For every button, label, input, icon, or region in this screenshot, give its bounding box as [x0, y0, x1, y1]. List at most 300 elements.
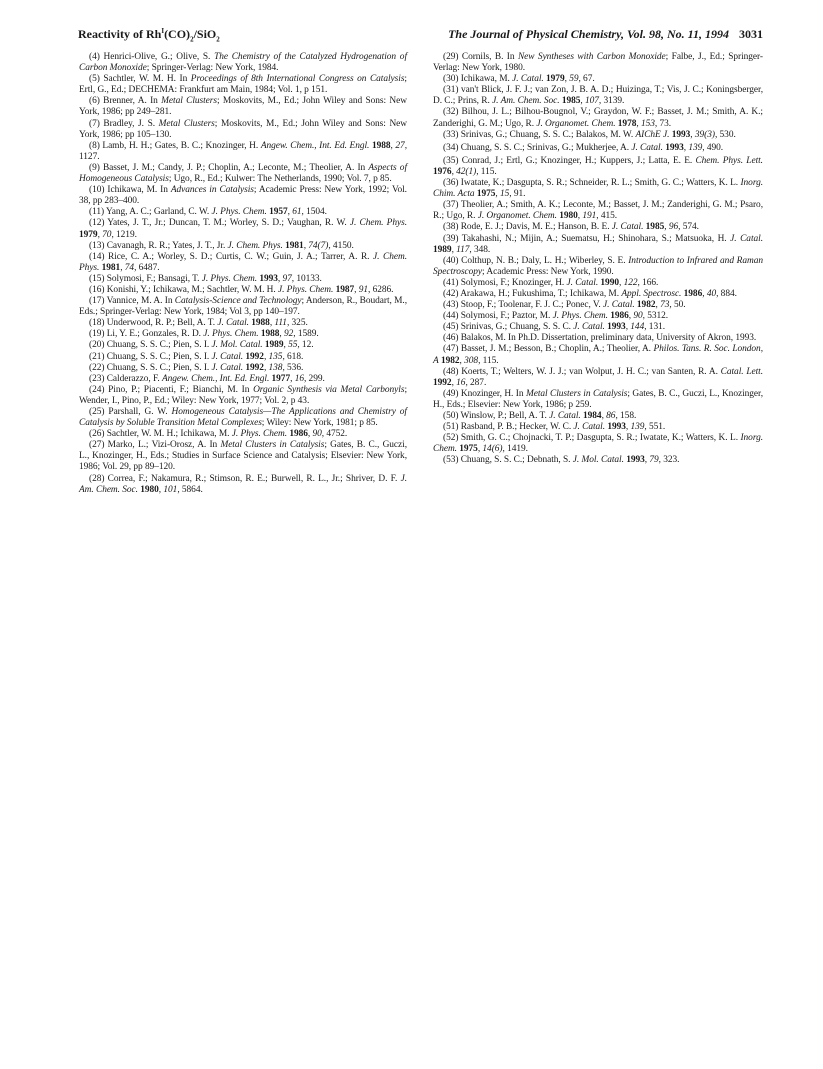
reference-text: ; Gates, B. C., Guczi, L., Knozinger, H., Eds.; Studies in Surface Science and Catalysis; Elsevier: New York, 1986; Vol. 29, pp 89–120. — [79, 440, 408, 473]
reference-entry — [433, 156, 763, 178]
reference-title-italic: 111 — [274, 318, 287, 329]
reference-text: , 10133. — [291, 273, 322, 284]
reference-text: (48) Koerts, T.; Welters, W. J. J.; van Wolput, J. H. C.; van Santen, R. A. — [443, 366, 721, 377]
reference-text: (28) Correa, F.; Nakamura, R.; Stimson, R. E.; Burwell, R. L., Jr.; Shriver, D. F. — [89, 473, 401, 484]
reference-entry — [79, 96, 407, 118]
reference-year-bold: 1993 — [607, 322, 626, 333]
reference-title-italic: J. Phys. Chem. — [203, 329, 259, 340]
reference-year-bold: 1993 — [626, 455, 645, 466]
reference-year-bold: 1988 — [371, 140, 391, 151]
reference-title-italic: Chem. Phys. Lett. — [695, 155, 763, 166]
reference-title-italic: 135 — [268, 351, 283, 362]
reference-text: , — [451, 377, 457, 388]
page-header — [78, 25, 763, 43]
reference-title-italic: Angew. Chem., Int. Ed. Engl. — [260, 140, 370, 151]
reference-title-italic: J. Am. Chem. Soc. — [492, 96, 560, 107]
reference-entry — [433, 143, 763, 154]
reference-title-italic: 90 — [633, 311, 643, 322]
reference-text: , 325. — [286, 318, 308, 329]
reference-title-italic: J. Phys. Chem. — [277, 284, 334, 295]
reference-title-italic: J. Am. Chem. Soc. — [79, 473, 407, 495]
reference-text: (6) Brenner, A. In — [89, 96, 162, 107]
reference-title-italic: J. Phys. Chem. — [231, 429, 288, 440]
reference-text: , — [277, 273, 283, 284]
reference-title-italic: J. Organomet. Chem. — [536, 118, 616, 129]
reference-text: (13) Cavanagh, R. R.; Yates, J. T., Jr. — [89, 240, 228, 251]
reference-text: (22) Chuang, S. S. C.; Pien, S. I. — [89, 362, 212, 373]
reference-year-bold: 1982 — [636, 300, 656, 311]
reference-text: , 618. — [282, 351, 304, 362]
reference-entry — [79, 407, 407, 429]
reference-text: (36) Iwatate, K.; Dasgupta, S. R.; Schneider, R. L.; Smith, G. C.; Watters, K. L. — [443, 178, 741, 189]
reference-title-italic: Metal Clusters in Catalysis — [220, 440, 325, 451]
reference-title-italic: 70 — [102, 229, 112, 240]
reference-title-italic: 16 — [456, 377, 466, 388]
reference-text: , — [459, 355, 465, 366]
reference-title-italic: Introduction to Infrared and Raman Spectroscopy — [433, 255, 763, 277]
reference-entry — [433, 222, 763, 233]
reference-text: , — [290, 373, 295, 384]
reference-title-italic: J. Mol. Catal. — [572, 455, 624, 466]
reference-entry — [79, 163, 407, 185]
reference-title-italic: J. Catal. — [566, 277, 599, 288]
reference-year-bold: 1977 — [271, 373, 291, 384]
reference-text: , 91. — [509, 189, 526, 200]
reference-text: , — [287, 207, 293, 218]
reference-year-bold: 1988 — [260, 329, 280, 340]
reference-entry — [79, 185, 407, 207]
reference-year-bold: 1993 — [665, 142, 684, 153]
reference-text: , — [618, 277, 624, 288]
reference-text: , 6487. — [134, 262, 160, 273]
reference-text: , — [283, 340, 289, 351]
reference-text: (19) Li, Y. E.; Gonzales, R. D. — [89, 329, 204, 340]
reference-entry — [433, 178, 763, 200]
reference-text: (15) Solymosi, F.; Bansagi, T. — [89, 273, 202, 284]
reference-title-italic: Philos. Tans. R. Soc. London, A — [433, 344, 763, 366]
reference-title-italic: J. Mol. Catal. — [211, 340, 263, 351]
reference-entry — [79, 119, 407, 141]
reference-entry — [79, 218, 407, 240]
reference-entry — [433, 234, 763, 256]
reference-year-bold: 1985 — [561, 96, 581, 107]
reference-text: , — [625, 422, 631, 433]
reference-text: (40) Colthup, N. B.; Daly, L. H.; Wiberley, S. E. — [443, 255, 629, 266]
reference-title-italic: 97 — [282, 273, 292, 284]
reference-year-bold: 1957 — [269, 207, 288, 218]
reference-text: , — [577, 211, 583, 222]
reference-title-italic: 79 — [649, 455, 659, 466]
reference-text: , 4752. — [321, 429, 348, 440]
reference-text: , 1589. — [293, 329, 319, 340]
reference-text: , — [158, 484, 164, 495]
reference-year-bold: 1978 — [617, 118, 637, 129]
reference-title-italic: J. Catal. — [549, 411, 581, 421]
reference-text: (49) Knozinger, H. In — [443, 388, 526, 399]
reference-entry — [433, 200, 763, 222]
reference-year-bold: 1975 — [476, 189, 496, 200]
reference-text: , 490. — [702, 142, 724, 153]
reference-text: , — [702, 288, 707, 299]
reference-text: (25) Parshall, G. W. — [89, 407, 172, 417]
reference-text: (23) Calderazzo, F. — [89, 373, 162, 384]
reference-text: (12) Yates, J. T., Jr.; Duncan, T. M.; Worley, S. D.; Vaughan, R. W. — [89, 218, 350, 229]
journal-citation: The Journal of Physical Chemistry, Vol. 98, No. 11, 1994 3031 — [448, 27, 763, 41]
reference-title-italic: 138 — [268, 362, 283, 373]
reference-text: , — [354, 284, 359, 295]
reference-text: , — [636, 118, 641, 129]
reference-title-italic: 139 — [688, 142, 703, 153]
reference-entry — [79, 352, 407, 363]
reference-text: , 67. — [578, 74, 595, 85]
reference-entry — [433, 256, 763, 278]
reference-text: , — [664, 222, 669, 233]
reference-title-italic: J. Phys. Chem. — [552, 311, 608, 322]
reference-title-italic: J. Catal. — [603, 300, 635, 311]
reference-year-bold: 1980 — [140, 484, 159, 495]
reference-title-italic: 117 — [456, 244, 470, 255]
reference-year-bold: 1982 — [440, 355, 460, 366]
reference-entry — [433, 311, 763, 322]
reference-entry — [79, 241, 407, 252]
reference-entry — [79, 318, 407, 329]
reference-text: (8) Lamb, H. H.; Gates, B. C.; Knozinger, H. — [89, 140, 261, 151]
reference-year-bold: 1986 — [289, 429, 308, 440]
reference-title-italic: J. Catal. — [631, 142, 663, 153]
reference-title-italic: Inorg. Chim. Acta — [433, 178, 763, 200]
reference-text: , 299. — [303, 373, 325, 384]
reference-text: (46) Balakos, M. In Ph.D. Dissertation, preliminary data, University of Akron, 1993. — [443, 333, 757, 344]
reference-title-italic: 15 — [499, 189, 510, 200]
reference-title-italic: Inorg. Chem. — [433, 433, 763, 455]
reference-entry — [79, 374, 407, 385]
reference-text: (41) Solymosi, F.; Knozinger, H. — [443, 277, 567, 288]
reference-text: ; Moskovits, M., Ed.; John Wiley and Sons: New York, 1986; pp 249–281. — [79, 96, 407, 118]
reference-text: (39) Takahashi, N.; Mijin, A.; Suematsu, H.; Shinohara, S.; Matsuoka, H. — [443, 233, 731, 244]
reference-text: , 1419. — [502, 444, 528, 455]
reference-text: (26) Sachtler, W. M. H.; Ichikawa, M. — [89, 429, 232, 440]
reference-entry — [433, 289, 763, 300]
reference-entry — [79, 429, 407, 440]
reference-entry — [79, 340, 407, 351]
reference-text: ; Falbe, J., Ed.; Springer-Verlag: New York, 1980. — [433, 52, 763, 74]
reference-text: (38) Rode, E. J.; Davis, M. E.; Hanson, B. E. — [443, 222, 612, 233]
reference-text: (27) Marko, L.; Vizi-Orosz, A. In — [89, 440, 221, 451]
reference-text: , 1504. — [301, 207, 327, 218]
reference-title-italic: 153 — [640, 118, 655, 129]
reference-text: , — [451, 166, 457, 177]
reference-title-italic: 96 — [668, 222, 679, 233]
reference-text: , — [303, 240, 309, 251]
reference-text: (21) Chuang, S. S. C.; Pien, S. I. — [89, 351, 212, 362]
reference-text: , 323. — [658, 455, 680, 466]
reference-text: , 73. — [654, 118, 672, 129]
reference-text: , — [263, 351, 269, 362]
reference-year-bold: 1993 — [671, 129, 691, 140]
reference-text: (34) Chuang, S. S. C.; Srinivas, G.; Mukherjee, A. — [443, 142, 632, 153]
reference-year-bold: 1981 — [101, 262, 121, 273]
reference-text: (42) Arakawa, H.; Fukushima, T.; Ichikawa, M. — [443, 288, 622, 299]
reference-title-italic: 59 — [569, 74, 579, 85]
reference-title-italic: Metal Clusters — [158, 118, 215, 129]
reference-entry — [433, 130, 763, 141]
reference-title-italic: J. Phys. Chem. — [201, 273, 258, 284]
reference-entry — [433, 455, 763, 466]
reference-text: , 884. — [716, 288, 737, 299]
reference-entry — [79, 285, 407, 296]
reference-title-italic: Proceedings of 8th International Congress on Catalysis — [190, 74, 405, 85]
reference-text: (30) Ichikawa, M. — [443, 74, 513, 85]
reference-text: (53) Chuang, S. S. C.; Debnath, S. — [443, 455, 573, 466]
reference-text: (14) Rice, C. A.; Worley, S. D.; Curtis, C. W.; Guin, J. A.; Tarrer, A. R. — [89, 251, 374, 262]
reference-entry — [79, 207, 407, 218]
reference-title-italic: 39(3) — [694, 129, 715, 140]
reference-text: , — [451, 244, 457, 255]
reference-entry — [433, 278, 763, 289]
reference-text: (4) Henrici-Olive, G.; Olive, S. — [89, 52, 215, 62]
reference-entry — [433, 300, 763, 311]
reference-year-bold: 1992 — [245, 351, 264, 362]
reference-text: (18) Underwood, R. P.; Bell, A. T. — [89, 318, 218, 329]
reference-title-italic: Homogeneous Catalysis—The Applications and Chemistry of Catalysis by Soluble Transition Metal Complexes — [79, 407, 407, 429]
reference-title-italic: Catalysis-Science and Technology — [174, 296, 302, 307]
reference-text: (32) Bilhou, J. L.; Bilhou-Bougnol, V.; Graydon, W. F.; Basset, J. M.; Smith, A. K.; Zanderighi, G. M.; Ugo, R. — [433, 107, 763, 129]
reference-year-bold: 1979 — [79, 229, 98, 240]
reference-text: , 158. — [615, 411, 637, 421]
reference-year-bold: 1981 — [285, 240, 304, 251]
reference-title-italic: J. Catal. — [217, 318, 249, 329]
reference-year-bold: 1987 — [335, 284, 355, 295]
reference-title-italic: 107 — [584, 96, 599, 107]
reference-title-italic: 55 — [288, 340, 298, 351]
reference-text: , — [307, 429, 313, 440]
references-column-right — [433, 52, 763, 466]
reference-entry — [433, 85, 763, 107]
reference-text: , 115. — [478, 355, 499, 366]
reference-title-italic: 191 — [582, 211, 597, 222]
reference-text: (43) Stoop, F.; Toolenar, F. J. C.; Ponec, V. — [443, 300, 604, 311]
page-number: 3031 — [739, 27, 763, 41]
reference-text: , 348. — [469, 244, 491, 255]
reference-entry — [79, 385, 407, 407]
reference-entry — [433, 389, 763, 411]
references-column-left — [79, 52, 407, 496]
reference-text: (16) Konishi, Y.; Ichikawa, M.; Sachtler, W. M. H. — [89, 284, 278, 295]
reference-title-italic: Catal. Lett. — [720, 366, 764, 377]
reference-text: , 12. — [297, 340, 314, 351]
reference-title-italic: 91 — [358, 284, 368, 295]
reference-text: , — [390, 140, 396, 151]
reference-title-italic: 122 — [623, 277, 638, 288]
reference-text: ; Wiley: New York, 1981; p 85. — [261, 418, 378, 429]
reference-title-italic: 101 — [163, 484, 178, 495]
reference-title-italic: Advances in Catalysis — [170, 185, 254, 196]
reference-text: (51) Rasband, P. B.; Hecker, W. C. — [443, 422, 574, 433]
reference-entry — [433, 52, 763, 74]
reference-text: , — [263, 362, 269, 373]
reference-entry — [79, 329, 407, 340]
reference-entry — [433, 322, 763, 333]
reference-text: (37) Theolier, A.; Smith, A. K.; Leconte, M.; Basset, J. M.; Zanderighi, G. M.; Psaro, R.; Ugo, R. — [433, 200, 763, 222]
reference-entry — [433, 411, 763, 422]
reference-year-bold: 1992 — [245, 362, 264, 373]
reference-text: , 50. — [669, 300, 686, 311]
reference-text: ; Anderson, R., Boudart, M., Eds.; Springer-Verlag: New York, 1984; Vol 3, pp 140–197. — [79, 296, 407, 318]
reference-text: , 6286. — [368, 284, 394, 295]
reference-text: , 1127. — [79, 140, 407, 162]
reference-year-bold: 1975 — [459, 444, 478, 455]
reference-entry — [79, 363, 407, 374]
reference-text: , — [601, 411, 607, 421]
reference-year-bold: 1986 — [610, 311, 629, 322]
reference-text: , 115. — [476, 166, 497, 177]
reference-entry — [433, 333, 763, 344]
reference-text: (50) Winslow, P.; Bell, A. T. — [443, 411, 550, 421]
reference-text: (52) Smith, G. C.; Chojnacki, T. P.; Dasgupta, S. R.; Iwatate, K.; Watters, K. L. — [443, 433, 741, 444]
reference-title-italic: 40 — [706, 288, 717, 299]
reference-title-italic: J. Catal. — [512, 74, 544, 85]
reference-year-bold: 1992 — [433, 377, 452, 388]
reference-entry — [433, 422, 763, 433]
reference-title-italic: J. Chem. Phys. — [79, 251, 407, 273]
reference-text: ; Ertl, G., Ed.; DECHEMA: Frankfurt am Main, 1984; Vol. 1, p 151. — [79, 74, 407, 96]
reference-text: , 131. — [644, 322, 666, 333]
reference-title-italic: Angew. Chem., Int. Ed. Engl. — [161, 373, 270, 384]
reference-title-italic: 27 — [395, 140, 405, 151]
reference-title-italic: J. Catal. — [730, 233, 763, 244]
reference-year-bold: 1985 — [645, 222, 665, 233]
reference-entry — [433, 433, 763, 455]
reference-title-italic: 74 — [124, 262, 135, 273]
reference-entry — [79, 296, 407, 318]
reference-entry — [79, 474, 407, 496]
reference-year-bold: 1976 — [433, 166, 452, 177]
reference-title-italic: J. Organomet. Chem. — [477, 211, 557, 222]
reference-title-italic: J. Chem. Phys. — [349, 218, 408, 229]
reference-text: (33) Srinivas, G.; Chuang, S. S. C.; Balakos, M. W. — [443, 129, 636, 140]
reference-text: (20) Chuang, S. S. C.; Pien, S. I. — [89, 340, 212, 351]
reference-text: ; Ugo, R., Ed.; Kulwer: The Netherlands, 1990; Vol. 7, p 85. — [168, 174, 392, 185]
reference-title-italic: 308 — [464, 355, 479, 366]
reference-text: (47) Basset, J. M.; Besson, B.; Choplin, A.; Theolier, A. — [443, 344, 654, 355]
reference-year-bold: 1993 — [259, 273, 278, 284]
reference-text: , — [269, 318, 275, 329]
reference-entry — [433, 74, 763, 85]
reference-title-italic: Appl. Spectrosc. — [621, 288, 682, 299]
reference-text: , 5864. — [177, 484, 203, 495]
reference-title-italic: Metal Clusters in Catalysis — [525, 388, 628, 399]
reference-title-italic: J. Chem. Phys. — [227, 240, 283, 251]
reference-entry — [79, 274, 407, 285]
reference-title-italic: 139 — [630, 422, 645, 433]
reference-entry — [433, 344, 763, 366]
reference-title-italic: AIChE J. — [635, 129, 670, 140]
reference-title-italic: 92 — [284, 329, 294, 340]
reference-text: (17) Vannice, M. A. In — [89, 296, 175, 307]
reference-text: , — [477, 444, 483, 455]
reference-title-italic: 73 — [660, 300, 670, 311]
reference-entry — [79, 141, 407, 163]
reference-text: , 5312. — [642, 311, 669, 322]
reference-entry — [433, 367, 763, 389]
reference-text: , — [279, 329, 285, 340]
reference-text: (31) van't Blick, J. F. J.; van Zon, J. B. A. D.; Huizinga, T.; Vis, J. C.; Koningsberger, D. C.; Prins, R. — [433, 85, 763, 107]
reference-title-italic: New Syntheses with Carbon Monoxide — [517, 52, 666, 62]
reference-text: , 530. — [714, 129, 736, 140]
reference-title-italic: 144 — [630, 322, 645, 333]
reference-text: , — [690, 129, 695, 140]
reference-text: , 166. — [637, 277, 659, 288]
reference-text: , — [120, 262, 125, 273]
reference-text: , 4150. — [328, 240, 354, 251]
reference-text: , — [644, 455, 650, 466]
reference-title-italic: J. Catal. — [211, 351, 244, 362]
reference-text: , — [628, 311, 634, 322]
reference-text: ; Academic Press: New York, 1992; Vol. 38, pp 283–400. — [79, 185, 407, 207]
reference-text: (35) Conrad, J.; Ertl, G.; Knozinger, H.; Kuppers, J.; Latta, E. E. — [443, 155, 696, 166]
reference-text: , 287. — [465, 377, 487, 388]
reference-text: (9) Basset, J. M.; Candy, J. P.; Choplin, A.; Leconte, M.; Theolier, A. In — [89, 162, 369, 173]
reference-entry — [433, 107, 763, 129]
reference-text: , — [97, 229, 103, 240]
reference-text: , — [625, 322, 631, 333]
reference-text: , 3139. — [598, 96, 625, 107]
reference-title-italic: 42(1) — [456, 166, 477, 177]
reference-text: , 536. — [282, 362, 304, 373]
reference-text: , 415. — [596, 211, 618, 222]
running-title: Reactivity of $Rh^I(CO)_2/SiO_2$ — [78, 27, 220, 44]
reference-title-italic: The Chemistry of the Catalyzed Hydrogenation of Carbon Monoxide — [79, 52, 407, 74]
reference-text: , 551. — [644, 422, 666, 433]
reference-text: ; Academic Press: New York, 1990. — [482, 266, 614, 277]
reference-year-bold: 1979 — [546, 74, 565, 85]
reference-title-italic: Metal Clusters — [161, 96, 217, 107]
reference-entry — [79, 440, 407, 473]
reference-title-italic: J. Phys. Chem. — [211, 207, 267, 218]
reference-text: (24) Pino, P.; Piacenti, F.; Bianchi, M. In — [89, 384, 254, 395]
reference-year-bold: 1986 — [683, 288, 703, 299]
reference-text: (7) Bradley, J. S. — [89, 118, 159, 129]
reference-text: , — [655, 300, 661, 311]
reference-entry — [79, 252, 407, 274]
reference-text: ; Wender, I., Pino, P., Ed.; Wiley: New York, 1977; Vol. 2, p 43. — [79, 384, 407, 406]
reference-year-bold: 1980 — [559, 211, 578, 222]
reference-year-bold: 1988 — [251, 318, 270, 329]
reference-title-italic: J. Catal. — [211, 362, 244, 373]
reference-title-italic: 61 — [292, 207, 302, 218]
reference-title-italic: J. Catal. — [611, 222, 644, 233]
reference-text: ; Gates, B. C., Guczi, L., Knozinger, H., Eds.; Elsevier: New York, 1986; p 259. — [433, 388, 763, 410]
reference-text: ; Moskovits, M., Ed.; John Wiley and Sons: New York, 1986; pp 105–130. — [79, 118, 407, 140]
reference-title-italic: 14(6) — [482, 444, 503, 455]
reference-year-bold: 1989 — [433, 244, 452, 255]
reference-year-bold: 1984 — [583, 411, 602, 421]
reference-title-italic: 16 — [294, 373, 304, 384]
reference-title-italic: 74(7) — [308, 240, 329, 251]
reference-year-bold: 1989 — [264, 340, 284, 351]
reference-text: (11) Yang, A. C.; Garland, C. W. — [89, 207, 212, 218]
reference-text: (10) Ichikawa, M. In — [89, 185, 171, 196]
reference-title-italic: 86 — [606, 411, 616, 421]
reference-text: ; Springer-Verlag: New York, 1984. — [146, 63, 279, 74]
reference-text: (44) Solymosi, F.; Paztor, M. — [443, 311, 553, 322]
reference-title-italic: Aspects of Homogeneous Catalysis — [79, 162, 408, 185]
reference-text: (5) Sachtler, W. M. H. In — [89, 74, 191, 85]
reference-text: (45) Srinivas, G.; Chuang, S. S. C. — [443, 322, 574, 333]
reference-title-italic: J. Catal. — [573, 322, 605, 333]
reference-text: , 574. — [678, 222, 699, 233]
reference-text: (29) Cornils, B. In — [443, 52, 518, 62]
